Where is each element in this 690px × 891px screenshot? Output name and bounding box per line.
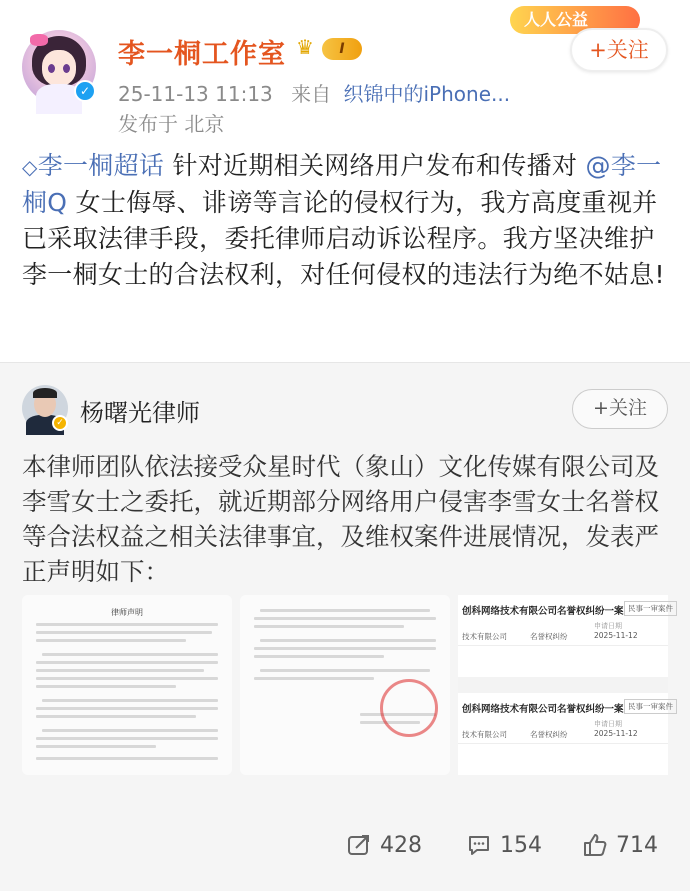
source-prefix: 来自 xyxy=(291,82,332,106)
avatar-eye-right xyxy=(63,64,70,73)
repost-count: 428 xyxy=(380,832,422,858)
case-card-1 xyxy=(458,595,673,677)
post-meta xyxy=(118,78,510,107)
doc-line xyxy=(254,625,404,628)
mention-link[interactable]: @李一桐Q xyxy=(22,151,662,217)
case-date-label: 申请日期 xyxy=(594,720,622,728)
charity-badge[interactable]: 人人公益 xyxy=(510,6,640,34)
supertopic-icon: ◇ xyxy=(22,155,38,179)
doc-line xyxy=(36,631,212,634)
doc-line xyxy=(36,745,156,748)
doc-line xyxy=(36,623,218,626)
divider xyxy=(458,645,668,646)
level-badge: I xyxy=(322,38,362,60)
repost-icon xyxy=(346,832,372,858)
case-date: 2025-11-12 xyxy=(594,631,638,640)
doc-line xyxy=(36,685,176,688)
crown-icon: ♛ xyxy=(296,35,314,59)
author-name[interactable]: 李一桐工作室 xyxy=(118,39,286,70)
comment-count: 154 xyxy=(500,832,542,858)
post-text-part2: 女士侮辱、诽谤等言论的侵权行为，我方高度重视并已采取法律手段，委托律师启动诉讼程序。我方坚决维护李一桐女士的合法权利，对任何侵权的违法行为绝不姑息! xyxy=(22,188,665,289)
doc-line xyxy=(36,639,186,642)
action-bar xyxy=(0,825,690,865)
doc-line xyxy=(42,653,218,656)
main-post xyxy=(0,0,690,355)
doc-line xyxy=(36,737,218,740)
source-link[interactable]: 织锦中的iPhone... xyxy=(343,82,511,106)
doc-line xyxy=(254,647,436,650)
doc-line xyxy=(260,669,430,672)
follow-button[interactable]: +关注 xyxy=(570,28,668,72)
case-tag: 民事一审案件 xyxy=(624,601,677,616)
doc-line xyxy=(36,677,218,680)
case-tag: 民事一审案件 xyxy=(624,699,677,714)
image-thumbnail-3[interactable] xyxy=(458,595,673,775)
post-body xyxy=(22,148,672,293)
doc-line xyxy=(36,661,218,664)
case-type: 名誉权纠纷 xyxy=(530,632,568,641)
divider xyxy=(458,743,668,744)
doc-line xyxy=(254,617,436,620)
verified-icon: ✓ xyxy=(74,80,96,102)
repost-follow-button[interactable]: +关注 xyxy=(572,389,668,429)
post-text-part1: 针对近期相关网络用户发布和传播对 xyxy=(172,151,578,180)
doc-line xyxy=(254,677,374,680)
doc-line xyxy=(36,707,218,710)
timestamp: 25-11-13 11:13 xyxy=(118,82,273,106)
case-title: 创科网络技术有限公司名誉权纠纷一案 xyxy=(462,704,624,715)
doc-title: 律师声明 xyxy=(111,608,143,617)
like-count: 714 xyxy=(616,832,658,858)
doc-line xyxy=(36,757,218,760)
case-party: 技术有限公司 xyxy=(462,632,507,641)
case-title: 创科网络技术有限公司名誉权纠纷一案 xyxy=(462,606,624,617)
doc-line xyxy=(36,715,196,718)
case-date: 2025-11-12 xyxy=(594,729,638,738)
avatar-hair xyxy=(33,388,57,398)
case-type: 名誉权纠纷 xyxy=(530,730,568,739)
comment-icon xyxy=(466,832,492,858)
repost-card[interactable] xyxy=(0,362,690,891)
image-thumbnail-2[interactable] xyxy=(240,595,450,775)
verified-icon: ✓ xyxy=(52,415,68,431)
doc-line xyxy=(42,699,218,702)
repost-author-name[interactable]: 杨曙光律师 xyxy=(80,399,200,427)
case-card-2 xyxy=(458,693,673,775)
doc-line xyxy=(260,609,430,612)
repost-body: 本律师团队依法接受众星时代（象山）文化传媒有限公司及李雪女士之委托，就近期部分网络用户侵害李雪女士名誉权等合法权益之相关法律事宜，及维权案件进展情况，发表严正声明如下： xyxy=(22,452,659,586)
case-party: 技术有限公司 xyxy=(462,730,507,739)
image-thumbnail-1[interactable] xyxy=(22,595,232,775)
post-location: 发布于 北京 xyxy=(118,112,225,136)
avatar-eye-left xyxy=(48,64,55,73)
case-date-label: 申请日期 xyxy=(594,622,622,630)
repost-action[interactable] xyxy=(346,825,422,865)
doc-line xyxy=(254,655,384,658)
doc-line xyxy=(260,639,436,642)
supertopic-link[interactable]: 李一桐超话 xyxy=(37,151,165,180)
thumbs-up-icon xyxy=(582,832,608,858)
comment-action[interactable] xyxy=(466,825,542,865)
seal-stamp-icon xyxy=(380,679,438,737)
avatar-bow xyxy=(30,34,48,46)
doc-line xyxy=(36,669,204,672)
like-action[interactable] xyxy=(582,825,658,865)
doc-line xyxy=(42,729,218,732)
